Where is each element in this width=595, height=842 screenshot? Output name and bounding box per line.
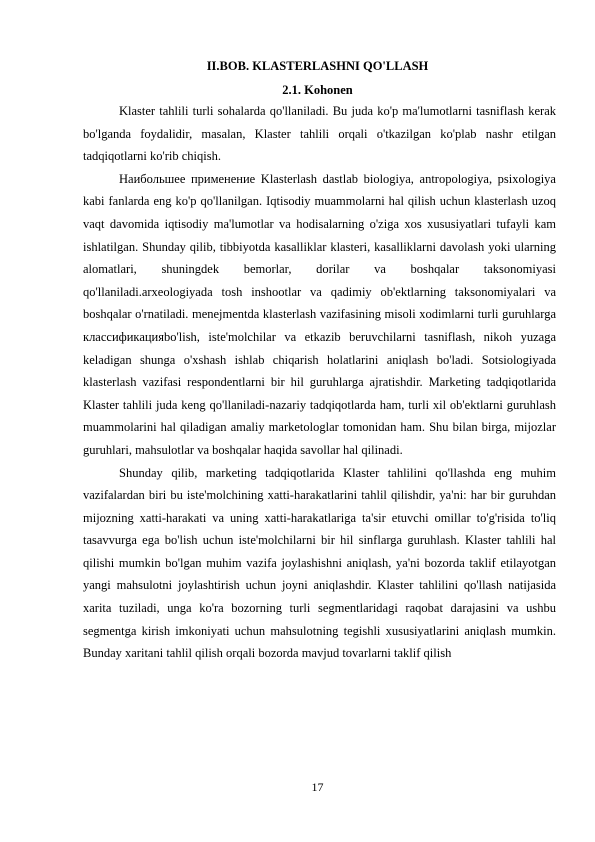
section-title: 2.1. Kohonen (282, 83, 353, 97)
paragraph: Klaster tahlili turli sohalarda qo'llaniladi. Bu juda ko'p ma'lumotlarni tasniflash kerak bo'lganda foydalidir, masalan, Klaster tahlili orqali o'tkazilgan ko'plab nashr etilgan tadqiqotlarni ko'rib chiqish. (83, 104, 556, 164)
body-text (83, 100, 556, 665)
page-number: 17 (311, 780, 324, 794)
chapter-title: II.BOB. KLASTERLASHNI QO'LLASH (206, 59, 429, 73)
paragraph: Shunday qilib, marketing tadqiqotlarida Klaster tahlilini qo'llashda eng muhim vazifalardan biri bu iste'molchining xatti-harakatlarini tahlil qilishdir, ya'ni: har bir guruhdan mijozning xatti-harakati va uning xatti-harakatlariga ta'sir etuvchi omillar to'g'risida to'liq tasavvurga ega bo'lish uchun iste'molchilarni bir hil sinflarga guruhlash. Klaster tahlili hal qilishi mumkin bo'lgan muhim vazifa joylashishni aniqlash, ya'ni bozorda taklif etilayotgan yangi mahsulotni joylashtirish uchun joyni aniqlashdir. Klaster tahlilini qo'llash natijasida xarita tuziladi, unga ko'ra bozorning turli segmentlaridagi raqobat darajasini va ushbu segmentga kirish imkoniyati uchun mahsulotning tegishli xususiyatlarini aniqlash mumkin. Bunday xaritani tahlil qilish orqali bozorda mavjud tovarlarni taklif qilish (83, 465, 556, 661)
paragraph: Наибольшее применение Klasterlash dastlab biologiya, antropologiya, psixologiya kabi fanlarda eng ko'p qo'llanilgan. Iqtisodiy muammolarni hal qilish uchun klasterlash uzoq vaqt davomida iqtisodiy ma'lumotlar va hodisalarning o'ziga xos xususiyatlari tufayli kam ishlatilgan. Shunday qilib, tibbiyotda kasalliklar klasteri, kasalliklarni davolash yoki ularning alomatlari, shuningdek bemorlar, dorilar va boshqalar taksonomiyasi qo'llaniladi.arxeologiyada tosh inshootlar va qadimiy ob'ektlarning taksonomiyalari va boshqalar o'rnatiladi. menejmentda klasterlash vazifasining misoli xodimlarni turli guruhlarga классификацияbo'lish, iste'molchilar va etkazib beruvchilarni tasniflash, nikoh yuzaga keladigan shunga o'xshash ishlab chiqarish holatlarini aniqlash bo'ladi. Sotsiologiyada klasterlash vazifasi respondentlarni bir hil guruhlarga ajratishdir. Marketing tadqiqotlarida Klaster tahlili juda keng qo'llaniladi-nazariy tadqiqotlarda ham, turli xil ob'ektlarni guruhlash muammolarini hal qiladigan amaliy marketologlar tomonidan ham. Shu bilan birga, mijozlar guruhlari, mahsulotlar va boshqalar haqida savollar hal qilinadi. (83, 171, 556, 457)
